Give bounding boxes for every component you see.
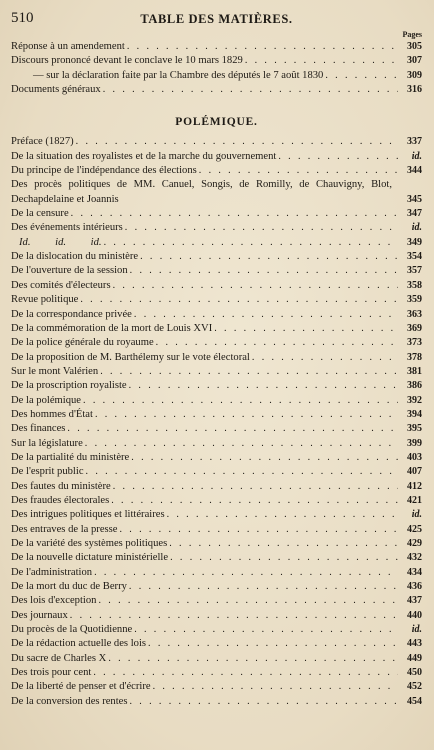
toc-entry-title: Réponse à un amendement — [11, 41, 125, 52]
leader-dots — [103, 83, 398, 97]
toc-entry-page: 358 — [407, 279, 422, 291]
toc-entry-page: 378 — [407, 351, 422, 363]
toc-entry — [11, 207, 422, 221]
leader-dots — [76, 135, 398, 149]
toc-entry-title: De la situation des royalistes et de la marche du gouvernement — [11, 150, 277, 162]
toc-section-polemique — [11, 135, 422, 709]
toc-section-discours — [11, 40, 422, 97]
toc-entry — [11, 609, 422, 623]
toc-entry — [11, 351, 422, 365]
leader-dots — [325, 69, 398, 83]
toc-entry-title: De la rédaction actuelle des lois — [11, 638, 147, 650]
running-title: TABLE DES MATIÈRES. — [140, 12, 293, 26]
toc-entry — [11, 150, 422, 164]
toc-entry — [11, 566, 422, 580]
toc-entry — [11, 594, 422, 608]
toc-entry-title: De la nouvelle dictature ministérielle — [11, 552, 169, 564]
toc-entry-page: 369 — [407, 322, 422, 334]
toc-entry-page: 425 — [407, 523, 422, 535]
toc-entry-title: De l'administration — [11, 566, 93, 578]
toc-entry-page: 449 — [407, 652, 422, 664]
leader-dots — [113, 279, 398, 293]
toc-entry-page: 386 — [407, 380, 422, 392]
leader-dots — [148, 637, 398, 651]
toc-entry-title: De la proscription royaliste — [11, 380, 127, 392]
toc-entry-title: Des procès politiques de MM. Canuel, Songis, de Romilly, de Chauvigny, Blot, Dechapdelaine et Joannis — [11, 179, 392, 205]
toc-entry-title: De la dislocation du ministère — [11, 251, 139, 263]
leader-dots — [153, 680, 398, 694]
toc-entry-title: De la variété des systèmes politiques — [11, 538, 168, 549]
page-number: 510 — [11, 10, 34, 26]
toc-entry-page: id. — [411, 509, 422, 521]
toc-entry-title: Préface (1827) — [11, 136, 74, 148]
toc-entry-title: De la liberté de penser et d'écrire — [11, 681, 151, 693]
toc-entry — [11, 494, 422, 508]
toc-entry-page: id. — [411, 624, 422, 636]
toc-entry — [11, 551, 422, 565]
leader-dots — [131, 451, 398, 465]
toc-entry — [11, 523, 422, 537]
toc-entry-page: 345 — [407, 193, 422, 205]
toc-entry — [11, 250, 422, 264]
toc-entry-page: 392 — [407, 394, 422, 406]
toc-entry — [11, 408, 422, 422]
toc-entry-page: 399 — [407, 437, 422, 449]
toc-entry-title: Discours prononcé devant le conclave le 10 mars 1829 — [11, 55, 243, 67]
toc-entry-title: De la partialité du ministère — [11, 451, 130, 463]
toc-entry-title: Des comités d'électeurs — [11, 279, 111, 291]
toc-entry-page: 344 — [407, 165, 422, 177]
toc-entry-title: Des intrigues politiques et littéraires — [11, 509, 165, 521]
toc-entry-page: 443 — [407, 638, 422, 650]
toc-entry-page: 357 — [407, 265, 422, 277]
toc-entry — [11, 695, 422, 709]
leader-dots — [169, 537, 398, 551]
toc-entry-title: Des entraves de la presse — [11, 523, 118, 535]
toc-entry-title: Du principe de l'indépendance des élections — [11, 165, 197, 177]
leader-dots — [100, 365, 398, 379]
toc-entry-page: 309 — [407, 69, 422, 81]
leader-dots — [134, 623, 398, 637]
toc-entry — [11, 580, 422, 594]
toc-entry-page: 354 — [407, 251, 422, 263]
toc-entry-title: De la mort du duc de Berry — [11, 581, 127, 593]
toc-entry-title: De la polémique — [11, 394, 82, 406]
leader-dots — [119, 523, 398, 537]
toc-entry — [11, 379, 422, 393]
leader-dots — [214, 322, 398, 336]
leader-dots — [95, 408, 398, 422]
leader-dots — [98, 594, 398, 608]
toc-entry — [11, 508, 422, 522]
toc-entry — [11, 40, 422, 54]
leader-dots — [127, 40, 398, 54]
toc-entry-page: 403 — [407, 451, 422, 463]
leader-dots — [245, 54, 398, 68]
toc-entry-title: Des fautes du ministère — [11, 480, 111, 492]
leader-dots — [125, 221, 398, 235]
leader-dots — [83, 394, 398, 408]
toc-entry — [11, 164, 422, 178]
leader-dots — [71, 207, 398, 221]
toc-entry-page: 316 — [407, 84, 422, 96]
toc-entry-page: 395 — [407, 423, 422, 435]
leader-dots — [80, 293, 398, 307]
toc-entry-page: 407 — [407, 466, 422, 478]
toc-entry — [11, 69, 422, 83]
leader-dots — [104, 236, 398, 250]
toc-entry-title: Des trois pour cent — [11, 667, 92, 679]
toc-entry-title: Des journaux — [11, 609, 68, 621]
toc-entry — [11, 437, 422, 451]
toc-entry-page: 349 — [407, 236, 422, 248]
toc-entry-title: De la censure — [11, 208, 69, 220]
toc-entry-page: 429 — [407, 538, 422, 549]
toc-entry-page: id. — [411, 150, 422, 162]
toc-entry-title: De la proposition de M. Barthélemy sur le vote électoral — [11, 351, 250, 363]
toc-entry-title: Du procès de la Quotidienne — [11, 624, 133, 636]
toc-entry-page: 454 — [407, 695, 422, 707]
toc-entry — [11, 293, 422, 307]
toc-entry-title: Des fraudes électorales — [11, 494, 110, 506]
toc-entry-page: 363 — [407, 308, 422, 320]
toc-entry-page: 437 — [407, 595, 422, 607]
toc-entry-page: 373 — [407, 337, 422, 349]
leader-dots — [252, 351, 398, 365]
toc-entry — [11, 54, 422, 68]
toc-entry — [11, 221, 422, 235]
toc-entry-page: 436 — [407, 581, 422, 593]
leader-dots — [108, 652, 398, 666]
leader-dots — [170, 551, 398, 565]
toc-entry-page: 305 — [407, 41, 422, 52]
toc-entry — [11, 279, 422, 293]
leader-dots — [130, 695, 399, 709]
toc-entry-page: 347 — [407, 208, 422, 220]
leader-dots — [129, 580, 398, 594]
toc-entry — [11, 365, 422, 379]
toc-entry — [11, 537, 422, 551]
toc-entry-title: Documents généraux — [11, 84, 101, 96]
leader-dots — [156, 336, 398, 350]
leader-dots — [167, 508, 398, 522]
toc-entry-title: Du sacre de Charles X — [11, 652, 107, 664]
toc-entry-title: Des événements intérieurs — [11, 222, 123, 234]
leader-dots — [140, 250, 398, 264]
leader-dots — [93, 666, 398, 680]
leader-dots — [134, 308, 398, 322]
toc-entry-page: 432 — [407, 552, 422, 564]
toc-entry-title: Revue politique — [11, 294, 79, 306]
section-title: POLÉMIQUE. — [175, 116, 258, 129]
toc-entry-title: Des lois d'exception — [11, 595, 97, 607]
toc-entry — [11, 451, 422, 465]
leader-dots — [129, 379, 398, 393]
leader-dots — [130, 264, 398, 278]
toc-entry — [11, 83, 422, 97]
toc-entry — [11, 394, 422, 408]
toc-entry — [11, 623, 422, 637]
toc-entry-title: Sur le mont Valérien — [11, 365, 99, 377]
toc-entry-page: 381 — [407, 365, 422, 377]
toc-entry — [11, 637, 422, 651]
leader-dots — [70, 609, 398, 623]
toc-entry — [11, 264, 422, 278]
toc-entry — [11, 135, 422, 149]
toc-entry — [11, 322, 422, 336]
toc-entry-page: 434 — [407, 566, 422, 578]
toc-entry-page: 359 — [407, 294, 422, 306]
toc-entry-title: Id. id. id. — [19, 236, 102, 248]
toc-entry — [11, 236, 422, 250]
leader-dots — [111, 494, 398, 508]
toc-entry-title: De la conversion des rentes — [11, 695, 128, 707]
toc-entry-page: 412 — [407, 480, 422, 492]
toc-entry-title: De la commémoration de la mort de Louis XVI — [11, 322, 213, 334]
toc-entry-page: 440 — [407, 609, 422, 621]
toc-entry — [11, 480, 422, 494]
toc-entry — [11, 178, 422, 207]
toc-entry-page: 394 — [407, 408, 422, 420]
page-header — [11, 8, 422, 30]
toc-entry-title: — sur la déclaration faite par la Chambre des députés le 7 août 1830 — [33, 69, 324, 81]
toc-entry-page: 337 — [407, 136, 422, 148]
toc-entry-page: 421 — [407, 494, 422, 506]
toc-entry — [11, 465, 422, 479]
toc-entry-page: id. — [411, 222, 422, 234]
leader-dots — [67, 422, 398, 436]
leader-dots — [199, 164, 398, 178]
pages-column-label: Pages — [402, 30, 422, 39]
toc-entry — [11, 652, 422, 666]
toc-entry-page: 307 — [407, 55, 422, 67]
toc-entry — [11, 666, 422, 680]
toc-entry-page: 450 — [407, 667, 422, 679]
leader-dots — [85, 437, 398, 451]
toc-entry-title: Des hommes d'État — [11, 408, 93, 420]
leader-dots — [86, 465, 398, 479]
toc-entry-title: Sur la législature — [11, 437, 83, 449]
leader-dots — [94, 566, 398, 580]
toc-entry — [11, 336, 422, 350]
toc-entry-title: Des finances — [11, 423, 66, 435]
toc-entry-title: De la correspondance privée — [11, 308, 132, 320]
toc-entry-title: De la police générale du royaume — [11, 337, 154, 349]
toc-entry — [11, 308, 422, 322]
toc-entry-page: 452 — [407, 681, 422, 693]
toc-entry — [11, 422, 422, 436]
leader-dots — [278, 150, 398, 164]
toc-entry — [11, 680, 422, 694]
toc-entry-title: De l'ouverture de la session — [11, 265, 128, 277]
leader-dots — [113, 480, 398, 494]
toc-entry-title: De l'esprit public — [11, 466, 84, 478]
